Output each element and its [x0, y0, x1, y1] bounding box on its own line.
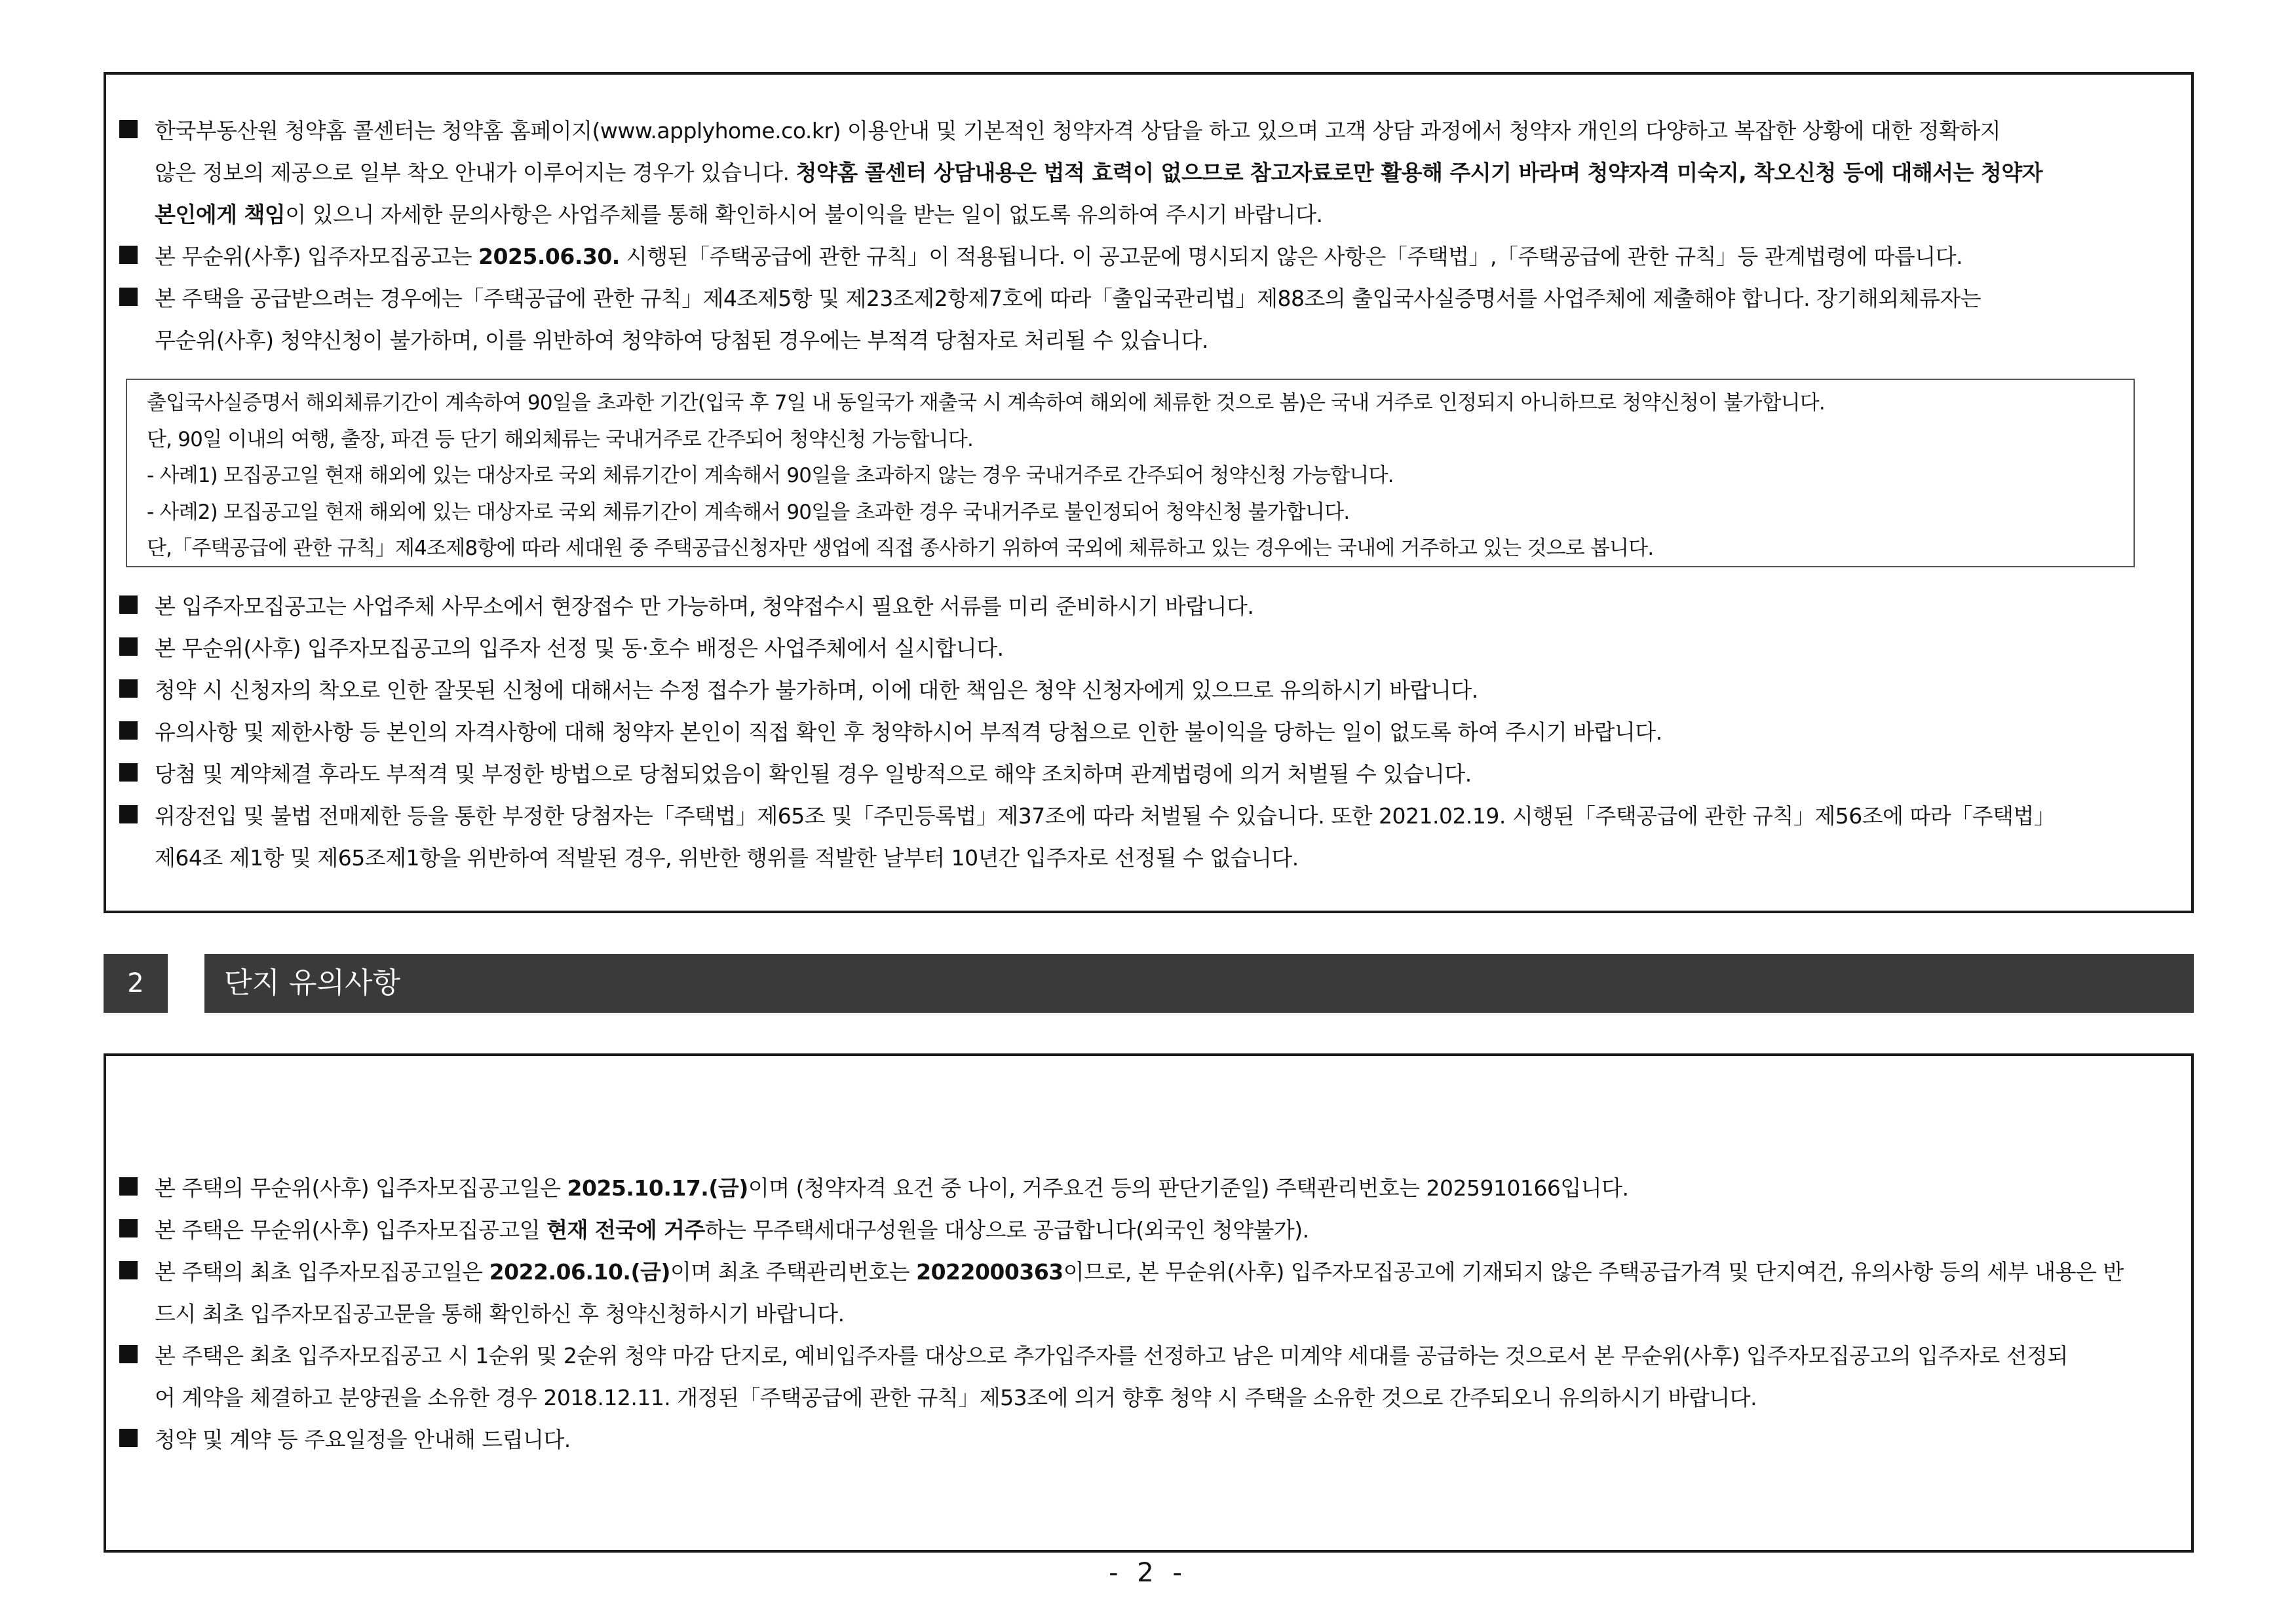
complex-item-ownership: 본 주택은 최초 입주자모집공고 시 1순위 및 2순위 청약 마감 단지로, 예비입주자를 대상으로 추가입주자를 선정하고 남은 미계약 세대를 공급하는 것으로서 본 무순위(사후) 입주자모집공고의 입주자로 선정되 어 계약을 체결하고 분양권을 소유한 경우 2018.12.11. 개정된「주택공급에 관한 규칙」제53조에 의거 향후 청약 시 주택을 소유한 것으로 간주되오니 유의하시기 바랍니다. [119, 1335, 2177, 1419]
note-line: - 사례2) 모집공고일 현재 해외에 있는 대상자로 국외 체류기간이 계속해서 90일을 초과한 경우 국내거주로 불인정되어 청약신청 불가합니다. [147, 500, 1350, 524]
bullet-square-icon [119, 637, 138, 656]
notice-item-selection: 본 무순위(사후) 입주자모집공고의 입주자 선정 및 동·호수 배정은 사업주체에서 실시합니다. [119, 628, 2177, 670]
notice-item-cancellation: 당첨 및 계약체결 후라도 부적격 및 부정한 방법으로 당첨되었음이 확인될 경우 일방적으로 해약 조치하며 관계법령에 의거 처벌될 수 있습니다. [119, 753, 2177, 795]
notice-item-mistake: 청약 시 신청자의 착오로 인한 잘못된 신청에 대해서는 수정 접수가 불가하며, 이에 대한 책임은 청약 신청자에게 있으므로 유의하시기 바랍니다. [119, 670, 2177, 711]
notice-item-qualification: 유의사항 및 제한사항 등 본인의 자격사항에 대해 청약자 본인이 직접 확인 후 청약하시어 부적격 당첨으로 인한 불이익을 당하는 일이 없도록 하여 주시기 바랍니다. [119, 711, 2177, 753]
notice-box-general [104, 72, 2194, 913]
bullet-square-icon [119, 1261, 138, 1279]
notice-item-penalty: 위장전입 및 불법 전매제한 등을 통한 부정한 당첨자는「주택법」제65조 및「주민등록법」제37조에 따라 처벌될 수 있습니다. 또한 2021.02.19. 시행된「주택공급에 관한 규칙」제56조에 따라「주택법」 제64조 제1항 및 제65조제1항을 위반하여 적발된 경우, 위반한 행위를 적발한 날부터 10년간 입주자로 선정될 수 없습니다. [119, 795, 2177, 879]
bullet-square-icon [119, 1345, 138, 1363]
bullet-square-icon [119, 1219, 138, 1237]
bullet-square-icon [119, 246, 138, 264]
notice-line: 본인에게 책임이 있으니 자세한 문의사항은 사업주체를 통해 확인하시어 불이익을 받는 일이 없도록 유의하여 주시기 바랍니다. [155, 202, 1323, 227]
bullet-square-icon [119, 288, 138, 306]
note-line: 단, 90일 이내의 여행, 출장, 파견 등 단기 해외체류는 국내거주로 간주되어 청약신청 가능합니다. [147, 427, 974, 451]
bullet-square-icon [119, 1429, 138, 1447]
section-number: 2 [104, 954, 168, 1013]
note-line: - 사례1) 모집공고일 현재 해외에 있는 대상자로 국외 체류기간이 계속해서 90일을 초과하지 않는 경우 국내거주로 간주되어 청약신청 가능합니다. [147, 464, 1394, 487]
overseas-stay-note-box [126, 379, 2135, 567]
notice-item-onsite: 본 입주자모집공고는 사업주체 사무소에서 현장접수 만 가능하며, 청약접수시 필요한 서류를 미리 준비하시기 바랍니다. [119, 586, 2177, 628]
complex-item-schedule: 청약 및 계약 등 주요일정을 안내해 드립니다. [119, 1419, 2177, 1461]
notice-line: 않은 정보의 제공으로 일부 착오 안내가 이루어지는 경우가 있습니다. 청약홈 콜센터 상담내용은 법적 효력이 없으므로 참고자료로만 활용해 주시기 바라며 청약자격 미숙지, 착오신청 등에 대해서는 청약자 [155, 160, 2043, 185]
notice-line: 한국부동산원 청약홈 콜센터는 청약홈 홈페이지(www.applyhome.co.kr) 이용안내 및 기본적인 청약자격 상담을 하고 있으며 고객 상담 과정에서 청약자 개인의 다양하고 복잡한 상황에 대한 정확하지 [155, 118, 2001, 143]
note-line: 단,「주택공급에 관한 규칙」제4조제8항에 따라 세대원 중 주택공급신청자만 생업에 직접 종사하기 위하여 국외에 체류하고 있는 경우에는 국내에 거주하고 있는 것으로 봅니다. [147, 537, 1654, 560]
note-line: 출입국사실증명서 해외체류기간이 계속하여 90일을 초과한 기간(입국 후 7일 내 동일국가 재출국 시 계속하여 해외에 체류한 것으로 봄)은 국내 거주로 인정되지 아니하므로 청약신청이 불가합니다. [147, 391, 1825, 415]
bullet-square-icon [119, 763, 138, 782]
complex-item-initial-announcement: 본 주택의 최초 입주자모집공고일은 2022.06.10.(금)이며 최초 주택관리번호는 2022000363이므로, 본 무순위(사후) 입주자모집공고에 기재되지 않은 주택공급가격 및 단지여건, 유의사항 등의 세부 내용은 반 드시 최초 입주자모집공고문을 통해 확인하신 후 청약신청하시기 바랍니다. [119, 1251, 2177, 1335]
notice-item-immigration: 본 주택을 공급받으려는 경우에는「주택공급에 관한 규칙」제4조제5항 및 제23조제2항제7호에 따라「출입국관리법」제88조의 출입국사실증명서를 사업주체에 제출해야 합니다. 장기해외체류자는 무순위(사후) 청약신청이 불가하며, 이를 위반하여 청약하여 당첨된 경우에는 부적격 당첨자로 처리될 수 있습니다. [119, 278, 2177, 362]
bullet-square-icon [119, 1177, 138, 1196]
bullet-square-icon [119, 120, 138, 138]
notice-box-complex [104, 1053, 2194, 1553]
notice-item-regulation: 본 무순위(사후) 입주자모집공고는 2025.06.30. 시행된「주택공급에 관한 규칙」이 적용됩니다. 이 공고문에 명시되지 않은 사항은「주택법」,「주택공급에 관한 규칙」등 관계법령에 따릅니다. [119, 236, 2177, 278]
page-number: - 2 - [1109, 1558, 1187, 1588]
bullet-square-icon [119, 679, 138, 698]
bullet-square-icon [119, 805, 138, 823]
complex-item-eligibility: 본 주택은 무순위(사후) 입주자모집공고일 현재 전국에 거주하는 무주택세대구성원을 대상으로 공급합니다(외국인 청약불가). [119, 1209, 2177, 1251]
bullet-square-icon [119, 595, 138, 614]
section-title: 단지 유의사항 [204, 954, 2194, 1013]
notice-item-callcenter [119, 110, 2177, 236]
complex-item-announcement-date: 본 주택의 무순위(사후) 입주자모집공고일은 2025.10.17.(금)이며 (청약자격 요건 중 나이, 거주요건 등의 판단기준일) 주택관리번호는 2025910166입니다. [119, 1167, 2177, 1209]
bullet-square-icon [119, 721, 138, 740]
